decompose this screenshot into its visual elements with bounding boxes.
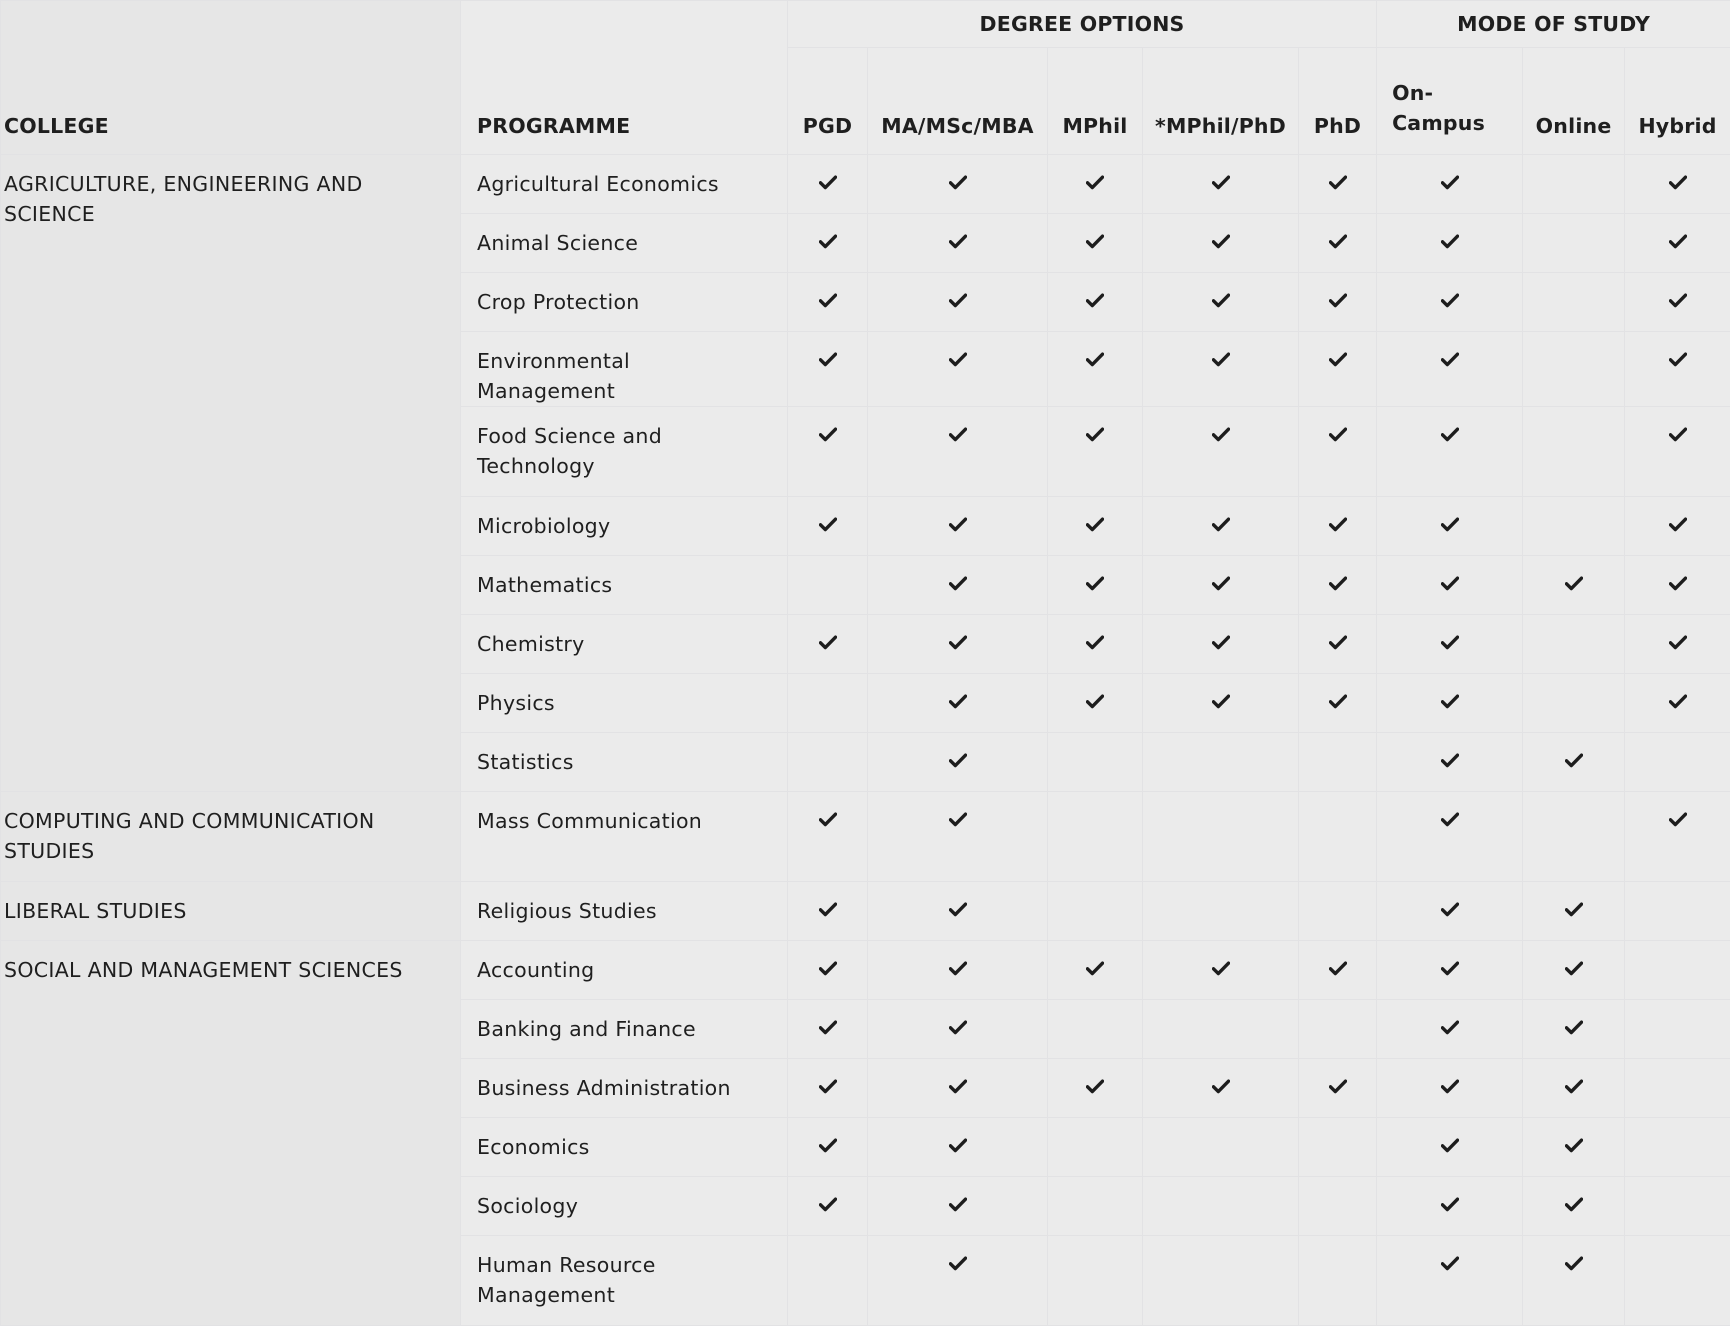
cell-phd <box>1299 214 1377 273</box>
checkmark-icon <box>1441 1020 1459 1035</box>
checkmark-icon <box>949 1256 967 1271</box>
checkmark-icon <box>1212 427 1230 442</box>
cell-online <box>1523 792 1625 882</box>
checkmark-icon <box>1086 427 1104 442</box>
cell-phd <box>1299 155 1377 214</box>
cell-phd <box>1299 792 1377 882</box>
checkmark-icon <box>949 175 967 190</box>
cell-phd <box>1299 556 1377 615</box>
checkmark-icon <box>819 427 837 442</box>
checkmark-icon <box>1086 635 1104 650</box>
cell-mphil-phd <box>1143 615 1299 674</box>
checkmark-icon <box>1441 961 1459 976</box>
cell-mphil <box>1048 556 1143 615</box>
cell-mphil-phd <box>1143 882 1299 941</box>
cell-pgd <box>788 1236 868 1326</box>
cell-pgd <box>788 792 868 882</box>
cell-hybrid <box>1625 1236 1730 1326</box>
checkmark-icon <box>1441 694 1459 709</box>
checkmark-icon <box>1212 517 1230 532</box>
cell-mphil <box>1048 674 1143 733</box>
checkmark-icon <box>1329 293 1347 308</box>
cell-ma-msc-mba <box>868 674 1048 733</box>
cell-pgd <box>788 1118 868 1177</box>
cell-mphil-phd <box>1143 1059 1299 1118</box>
cell-pgd <box>788 941 868 1000</box>
checkmark-icon <box>949 1138 967 1153</box>
cell-online <box>1523 882 1625 941</box>
cell-pgd <box>788 882 868 941</box>
cell-on-campus <box>1377 273 1523 332</box>
checkmark-icon <box>1086 1079 1104 1094</box>
checkmark-icon <box>819 293 837 308</box>
checkmark-icon <box>1329 694 1347 709</box>
cell-ma-msc-mba <box>868 792 1048 882</box>
checkmark-icon <box>819 352 837 367</box>
cell-mphil-phd <box>1143 497 1299 556</box>
cell-online <box>1523 273 1625 332</box>
cell-on-campus <box>1377 1236 1523 1326</box>
cell-mphil-phd <box>1143 1177 1299 1236</box>
college-cell: LIBERAL STUDIES <box>1 882 461 941</box>
checkmark-icon <box>949 576 967 591</box>
column-header-on-campus: On-Campus <box>1377 48 1523 155</box>
table-row <box>1 941 1730 1000</box>
checkmark-icon <box>1441 1197 1459 1212</box>
checkmark-icon <box>819 234 837 249</box>
cell-mphil <box>1048 497 1143 556</box>
checkmark-icon <box>1565 902 1583 917</box>
college-cell: AGRICULTURE, ENGINEERING AND SCIENCE <box>1 155 461 792</box>
column-header-programme: PROGRAMME <box>461 1 788 155</box>
programme-cell: Economics <box>461 1118 788 1177</box>
programme-cell: Mathematics <box>461 556 788 615</box>
checkmark-icon <box>1669 694 1687 709</box>
cell-ma-msc-mba <box>868 556 1048 615</box>
cell-online <box>1523 1118 1625 1177</box>
programme-cell: Animal Science <box>461 214 788 273</box>
cell-ma-msc-mba <box>868 941 1048 1000</box>
checkmark-icon <box>1441 1079 1459 1094</box>
checkmark-icon <box>1329 961 1347 976</box>
cell-ma-msc-mba <box>868 1177 1048 1236</box>
cell-on-campus <box>1377 332 1523 407</box>
cell-mphil-phd <box>1143 155 1299 214</box>
checkmark-icon <box>1669 517 1687 532</box>
checkmark-icon <box>1669 352 1687 367</box>
checkmark-icon <box>1669 234 1687 249</box>
checkmark-icon <box>1441 753 1459 768</box>
cell-online <box>1523 1236 1625 1326</box>
cell-mphil-phd <box>1143 792 1299 882</box>
checkmark-icon <box>1441 293 1459 308</box>
programme-cell: Statistics <box>461 733 788 792</box>
cell-pgd <box>788 497 868 556</box>
checkmark-icon <box>1086 694 1104 709</box>
cell-hybrid <box>1625 733 1730 792</box>
checkmark-icon <box>1669 576 1687 591</box>
checkmark-icon <box>949 902 967 917</box>
cell-mphil-phd <box>1143 556 1299 615</box>
cell-on-campus <box>1377 674 1523 733</box>
programme-cell: Microbiology <box>461 497 788 556</box>
checkmark-icon <box>1441 427 1459 442</box>
checkmark-icon <box>1329 427 1347 442</box>
cell-on-campus <box>1377 882 1523 941</box>
checkmark-icon <box>1441 635 1459 650</box>
column-header-phd: PhD <box>1299 48 1377 155</box>
cell-ma-msc-mba <box>868 273 1048 332</box>
college-cell: SOCIAL AND MANAGEMENT SCIENCES <box>1 941 461 1326</box>
cell-on-campus <box>1377 615 1523 674</box>
checkmark-icon <box>1565 1079 1583 1094</box>
cell-mphil-phd <box>1143 214 1299 273</box>
checkmark-icon <box>1329 635 1347 650</box>
checkmark-icon <box>1212 1079 1230 1094</box>
cell-on-campus <box>1377 497 1523 556</box>
checkmark-icon <box>1086 576 1104 591</box>
cell-on-campus <box>1377 214 1523 273</box>
checkmark-icon <box>949 1020 967 1035</box>
cell-online <box>1523 332 1625 407</box>
cell-online <box>1523 1000 1625 1059</box>
checkmark-icon <box>1212 576 1230 591</box>
cell-mphil-phd <box>1143 1236 1299 1326</box>
cell-phd <box>1299 1118 1377 1177</box>
checkmark-icon <box>1441 234 1459 249</box>
checkmark-icon <box>949 427 967 442</box>
cell-on-campus <box>1377 556 1523 615</box>
cell-pgd <box>788 273 868 332</box>
cell-hybrid <box>1625 497 1730 556</box>
checkmark-icon <box>1669 175 1687 190</box>
cell-hybrid <box>1625 615 1730 674</box>
column-header-ma-msc-mba: MA/MSc/MBA <box>868 48 1048 155</box>
checkmark-icon <box>949 1079 967 1094</box>
cell-mphil <box>1048 1177 1143 1236</box>
cell-online <box>1523 1059 1625 1118</box>
checkmark-icon <box>949 293 967 308</box>
programme-cell: Sociology <box>461 1177 788 1236</box>
cell-hybrid <box>1625 1177 1730 1236</box>
cell-pgd <box>788 332 868 407</box>
checkmark-icon <box>1086 234 1104 249</box>
checkmark-icon <box>1329 576 1347 591</box>
column-header-online: Online <box>1523 48 1625 155</box>
programme-cell: Crop Protection <box>461 273 788 332</box>
cell-pgd <box>788 674 868 733</box>
cell-hybrid <box>1625 273 1730 332</box>
cell-phd <box>1299 497 1377 556</box>
checkmark-icon <box>1212 293 1230 308</box>
checkmark-icon <box>1212 694 1230 709</box>
checkmark-icon <box>1329 234 1347 249</box>
checkmark-icon <box>949 352 967 367</box>
cell-hybrid <box>1625 556 1730 615</box>
cell-mphil-phd <box>1143 332 1299 407</box>
checkmark-icon <box>1565 1020 1583 1035</box>
programme-cell: Agricultural Economics <box>461 155 788 214</box>
checkmark-icon <box>949 234 967 249</box>
cell-hybrid <box>1625 332 1730 407</box>
cell-online <box>1523 941 1625 1000</box>
checkmark-icon <box>1329 517 1347 532</box>
cell-online <box>1523 497 1625 556</box>
checkmark-icon <box>819 1197 837 1212</box>
cell-online <box>1523 733 1625 792</box>
cell-mphil <box>1048 1000 1143 1059</box>
cell-hybrid <box>1625 214 1730 273</box>
cell-mphil <box>1048 615 1143 674</box>
checkmark-icon <box>1212 961 1230 976</box>
cell-ma-msc-mba <box>868 497 1048 556</box>
group-header-mode-of-study: MODE OF STUDY <box>1377 1 1730 48</box>
checkmark-icon <box>819 1020 837 1035</box>
cell-mphil <box>1048 332 1143 407</box>
column-header-pgd: PGD <box>788 48 868 155</box>
cell-pgd <box>788 1000 868 1059</box>
checkmark-icon <box>1441 175 1459 190</box>
cell-online <box>1523 556 1625 615</box>
cell-hybrid <box>1625 792 1730 882</box>
cell-mphil-phd <box>1143 674 1299 733</box>
checkmark-icon <box>1441 1256 1459 1271</box>
cell-pgd <box>788 407 868 497</box>
cell-hybrid <box>1625 1000 1730 1059</box>
checkmark-icon <box>1086 517 1104 532</box>
checkmark-icon <box>949 961 967 976</box>
checkmark-icon <box>949 812 967 827</box>
cell-on-campus <box>1377 155 1523 214</box>
cell-pgd <box>788 556 868 615</box>
cell-pgd <box>788 155 868 214</box>
checkmark-icon <box>819 517 837 532</box>
checkmark-icon <box>1669 427 1687 442</box>
cell-online <box>1523 407 1625 497</box>
checkmark-icon <box>819 1079 837 1094</box>
cell-on-campus <box>1377 792 1523 882</box>
checkmark-icon <box>1441 902 1459 917</box>
cell-ma-msc-mba <box>868 1059 1048 1118</box>
cell-phd <box>1299 1177 1377 1236</box>
cell-phd <box>1299 273 1377 332</box>
checkmark-icon <box>819 902 837 917</box>
cell-on-campus <box>1377 1059 1523 1118</box>
checkmark-icon <box>1565 1256 1583 1271</box>
group-header-degree-options: DEGREE OPTIONS <box>788 1 1377 48</box>
cell-mphil <box>1048 941 1143 1000</box>
table-row <box>1 882 1730 941</box>
programme-cell: Banking and Finance <box>461 1000 788 1059</box>
programme-cell: Accounting <box>461 941 788 1000</box>
cell-ma-msc-mba <box>868 155 1048 214</box>
cell-pgd <box>788 615 868 674</box>
cell-hybrid <box>1625 941 1730 1000</box>
cell-on-campus <box>1377 733 1523 792</box>
cell-phd <box>1299 733 1377 792</box>
checkmark-icon <box>1565 1138 1583 1153</box>
cell-ma-msc-mba <box>868 615 1048 674</box>
checkmark-icon <box>949 635 967 650</box>
cell-mphil <box>1048 273 1143 332</box>
checkmark-icon <box>1669 635 1687 650</box>
checkmark-icon <box>1212 352 1230 367</box>
cell-mphil <box>1048 882 1143 941</box>
cell-ma-msc-mba <box>868 882 1048 941</box>
checkmark-icon <box>1565 961 1583 976</box>
checkmark-icon <box>1086 293 1104 308</box>
cell-hybrid <box>1625 1059 1730 1118</box>
cell-mphil <box>1048 407 1143 497</box>
cell-pgd <box>788 214 868 273</box>
cell-phd <box>1299 1000 1377 1059</box>
checkmark-icon <box>1441 812 1459 827</box>
cell-phd <box>1299 941 1377 1000</box>
cell-mphil <box>1048 792 1143 882</box>
table-row <box>1 155 1730 214</box>
column-header-mphil-phd: *MPhil/PhD <box>1143 48 1299 155</box>
cell-phd <box>1299 332 1377 407</box>
checkmark-icon <box>1212 635 1230 650</box>
college-cell: COMPUTING AND COMMUNICATION STUDIES <box>1 792 461 882</box>
programme-cell: Environmental Management <box>461 332 788 407</box>
cell-mphil-phd <box>1143 1000 1299 1059</box>
checkmark-icon <box>1086 961 1104 976</box>
checkmark-icon <box>1669 293 1687 308</box>
cell-hybrid <box>1625 882 1730 941</box>
cell-ma-msc-mba <box>868 332 1048 407</box>
programme-cell: Business Administration <box>461 1059 788 1118</box>
checkmark-icon <box>1212 234 1230 249</box>
column-header-mphil: MPhil <box>1048 48 1143 155</box>
cell-mphil <box>1048 1059 1143 1118</box>
cell-mphil <box>1048 733 1143 792</box>
cell-phd <box>1299 1236 1377 1326</box>
checkmark-icon <box>1329 352 1347 367</box>
checkmark-icon <box>1086 352 1104 367</box>
cell-phd <box>1299 615 1377 674</box>
cell-mphil-phd <box>1143 273 1299 332</box>
checkmark-icon <box>949 753 967 768</box>
cell-hybrid <box>1625 407 1730 497</box>
programme-cell: Physics <box>461 674 788 733</box>
cell-on-campus <box>1377 1000 1523 1059</box>
checkmark-icon <box>949 694 967 709</box>
cell-hybrid <box>1625 155 1730 214</box>
cell-mphil-phd <box>1143 733 1299 792</box>
cell-ma-msc-mba <box>868 1118 1048 1177</box>
cell-mphil <box>1048 155 1143 214</box>
checkmark-icon <box>1329 1079 1347 1094</box>
cell-online <box>1523 214 1625 273</box>
programme-cell: Human Resource Management <box>461 1236 788 1326</box>
cell-ma-msc-mba <box>868 1000 1048 1059</box>
checkmark-icon <box>819 635 837 650</box>
cell-pgd <box>788 733 868 792</box>
cell-mphil <box>1048 214 1143 273</box>
cell-ma-msc-mba <box>868 1236 1048 1326</box>
cell-hybrid <box>1625 674 1730 733</box>
checkmark-icon <box>1565 753 1583 768</box>
cell-online <box>1523 615 1625 674</box>
cell-ma-msc-mba <box>868 733 1048 792</box>
cell-mphil <box>1048 1236 1143 1326</box>
cell-phd <box>1299 407 1377 497</box>
checkmark-icon <box>1329 175 1347 190</box>
checkmark-icon <box>949 1197 967 1212</box>
cell-phd <box>1299 674 1377 733</box>
cell-online <box>1523 674 1625 733</box>
cell-mphil <box>1048 1118 1143 1177</box>
checkmark-icon <box>819 1138 837 1153</box>
programme-cell: Food Science and Technology <box>461 407 788 497</box>
cell-mphil-phd <box>1143 941 1299 1000</box>
cell-pgd <box>788 1059 868 1118</box>
checkmark-icon <box>1565 576 1583 591</box>
checkmark-icon <box>1441 352 1459 367</box>
checkmark-icon <box>819 812 837 827</box>
cell-on-campus <box>1377 407 1523 497</box>
checkmark-icon <box>1212 175 1230 190</box>
programme-cell: Chemistry <box>461 615 788 674</box>
table-row <box>1 792 1730 882</box>
programme-cell: Mass Communication <box>461 792 788 882</box>
cell-mphil-phd <box>1143 1118 1299 1177</box>
cell-phd <box>1299 1059 1377 1118</box>
checkmark-icon <box>1441 576 1459 591</box>
column-header-college: COLLEGE <box>1 1 461 155</box>
cell-ma-msc-mba <box>868 407 1048 497</box>
cell-on-campus <box>1377 1177 1523 1236</box>
checkmark-icon <box>1669 812 1687 827</box>
cell-online <box>1523 155 1625 214</box>
cell-pgd <box>788 1177 868 1236</box>
checkmark-icon <box>1441 1138 1459 1153</box>
programme-cell: Religious Studies <box>461 882 788 941</box>
checkmark-icon <box>1565 1197 1583 1212</box>
cell-online <box>1523 1177 1625 1236</box>
checkmark-icon <box>949 517 967 532</box>
checkmark-icon <box>819 961 837 976</box>
cell-hybrid <box>1625 1118 1730 1177</box>
checkmark-icon <box>819 175 837 190</box>
cell-on-campus <box>1377 1118 1523 1177</box>
cell-mphil-phd <box>1143 407 1299 497</box>
checkmark-icon <box>1441 517 1459 532</box>
checkmark-icon <box>1086 175 1104 190</box>
cell-on-campus <box>1377 941 1523 1000</box>
cell-phd <box>1299 882 1377 941</box>
column-header-hybrid: Hybrid <box>1625 48 1730 155</box>
cell-ma-msc-mba <box>868 214 1048 273</box>
